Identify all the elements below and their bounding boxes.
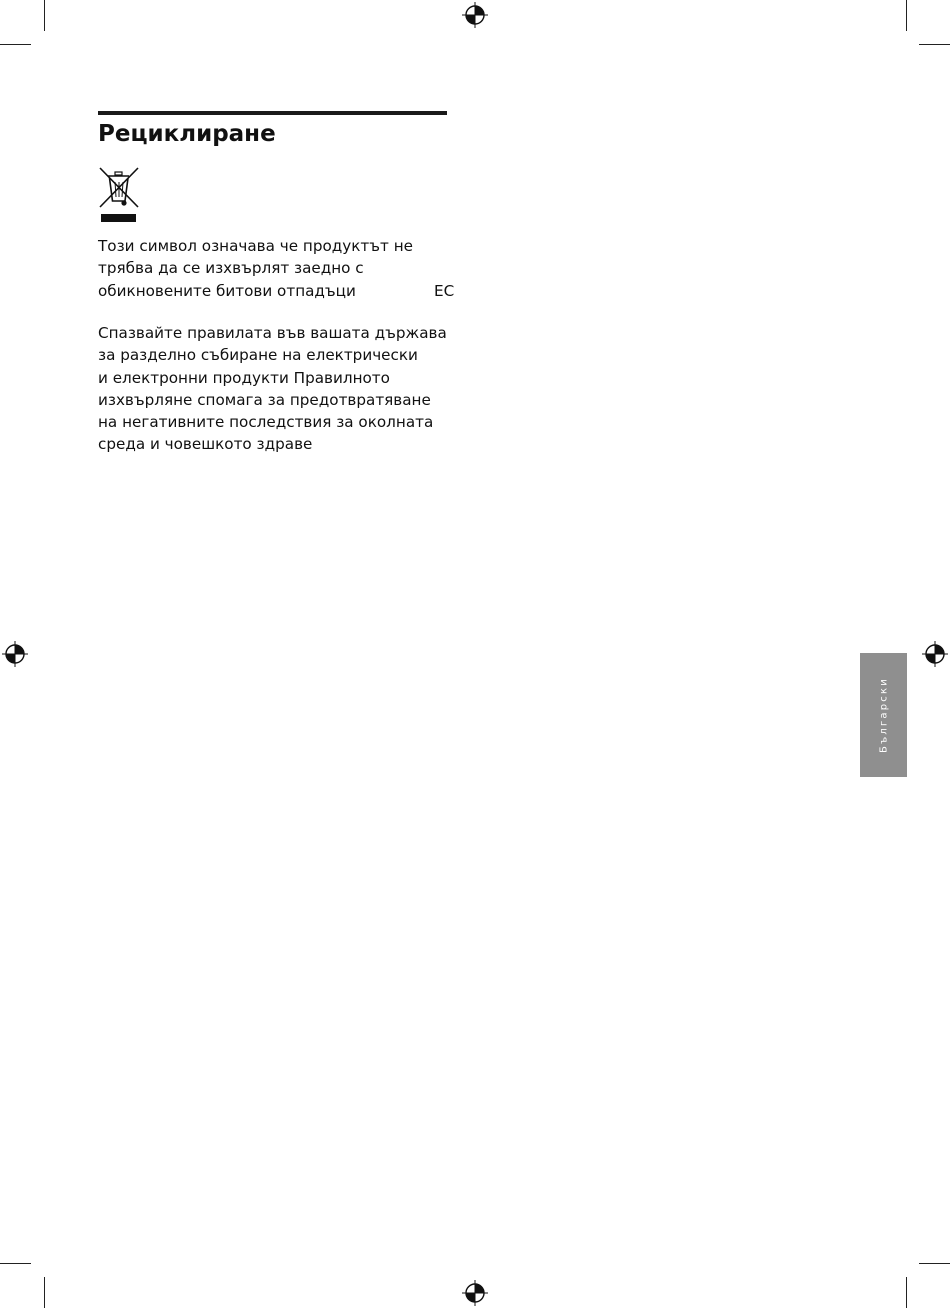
crop-mark [0, 44, 31, 45]
text-line: изхвърляне спомага за предотвратяване [98, 390, 431, 409]
text-line-with-ec [98, 280, 454, 302]
crop-mark [44, 0, 45, 31]
registration-mark-icon [2, 641, 28, 667]
registration-mark-icon [462, 2, 488, 28]
text-line: на негативните последствия за околната [98, 413, 434, 432]
language-tab-label: Български [878, 677, 889, 753]
registration-mark-icon [922, 641, 948, 667]
section-rule [98, 111, 447, 115]
text-line: за разделно събиране на електрически [98, 346, 418, 365]
crop-mark [906, 0, 907, 31]
text-line: и електронни продукти Правилното [98, 368, 390, 387]
text-line: трябва да се изхвърлят заедно с [98, 259, 364, 278]
ec-label: ЕС [434, 281, 455, 300]
crop-mark [906, 1277, 907, 1308]
crossed-out-wheelie-bin-icon [98, 165, 140, 223]
section-title: Рециклиране [98, 121, 276, 147]
crop-mark [0, 1263, 31, 1264]
crop-mark [919, 1263, 950, 1264]
crop-mark [919, 44, 950, 45]
language-tab [860, 653, 907, 777]
registration-mark-icon [462, 1280, 488, 1306]
text-line: Този символ означава че продуктът не [98, 237, 413, 255]
paragraph-symbol-meaning [98, 235, 458, 302]
paragraph-disposal-rules [98, 322, 458, 456]
text-line: обикновените битови отпадъци [98, 281, 356, 300]
crop-mark [44, 1277, 45, 1308]
text-line: среда и човешкото здраве [98, 435, 313, 454]
text-line: Спазвайте правилата във вашата държава [98, 324, 447, 342]
